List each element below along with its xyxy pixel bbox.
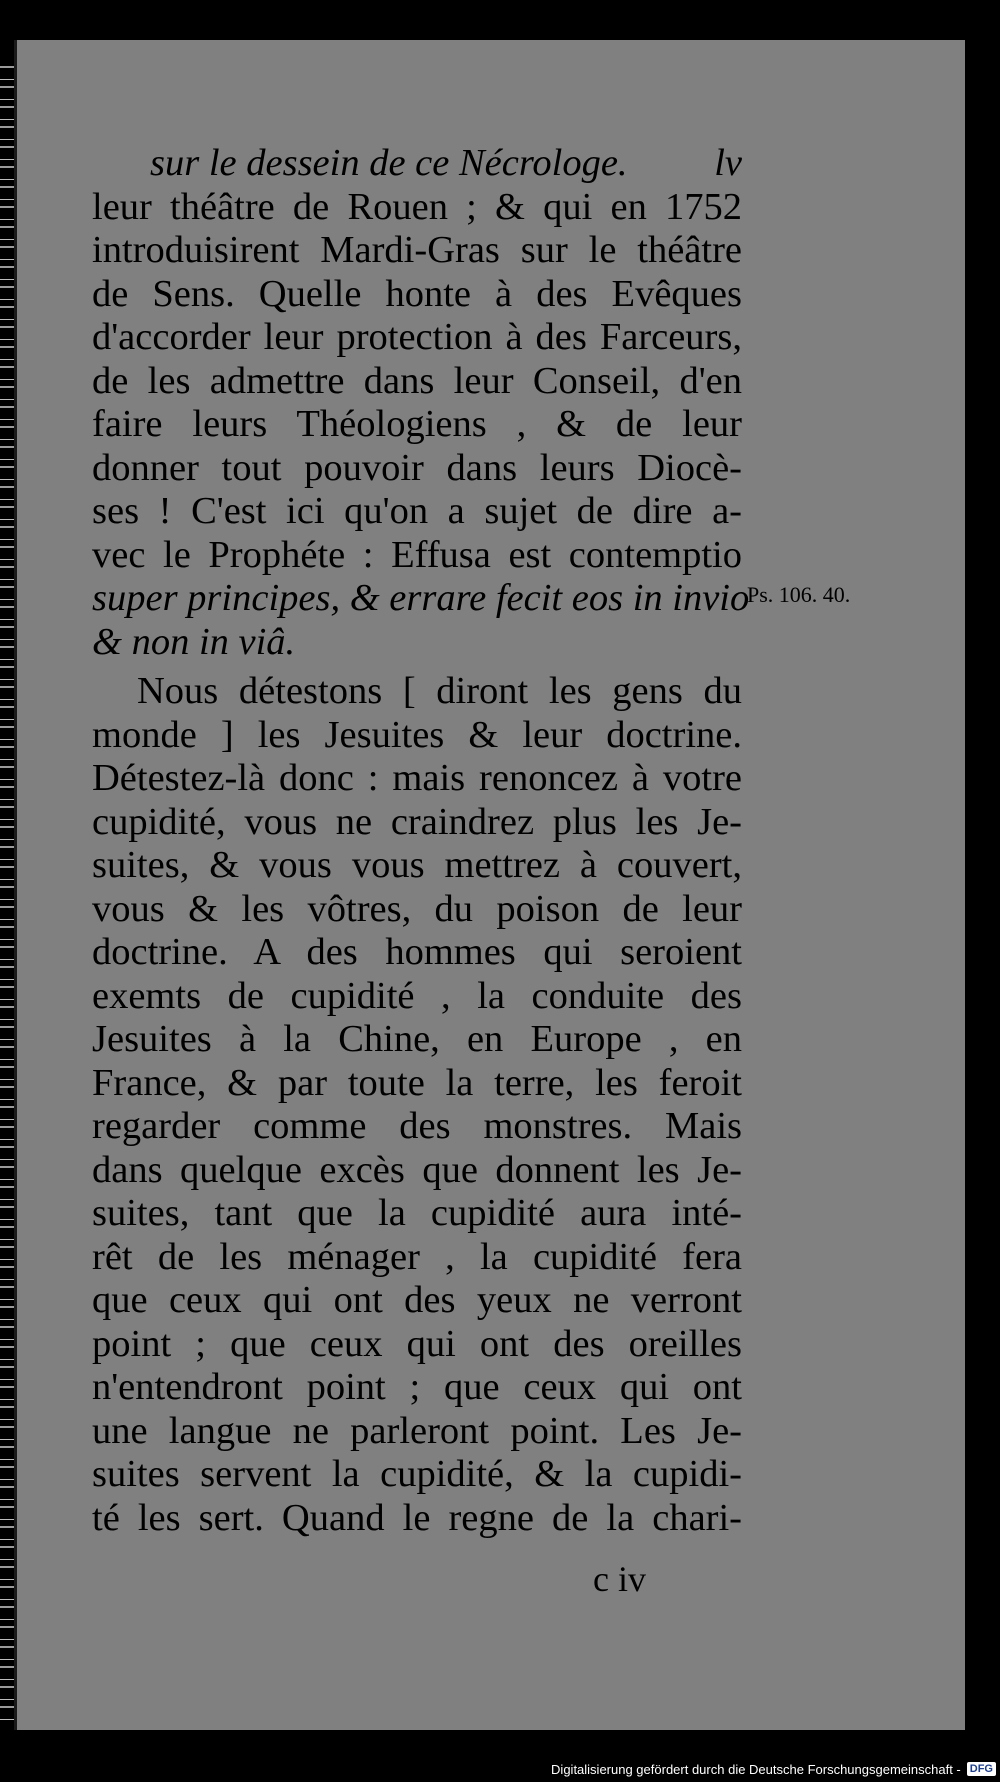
text-line: exemts de cupidité , la conduite des (92, 974, 742, 1017)
text-line: vec le Prophéte : Effusa est contemptio (92, 533, 742, 576)
scanned-page (14, 40, 965, 1730)
text-line: suites servent la cupidité, & la cupidi- (92, 1453, 742, 1495)
text-line: vous & les vôtres, du poison de leur (92, 887, 742, 930)
text-line: que ceux qui ont des yeux ne verront (92, 1279, 742, 1321)
dfg-logo: DFG (967, 1762, 996, 1776)
page-number: lv (714, 142, 742, 184)
text-line: point ; que ceux qui ont des oreilles (92, 1322, 742, 1365)
text-line: n'entendront point ; que ceux qui ont (92, 1366, 742, 1408)
text-line: monde ] les Jesuites & leur doctrine. (92, 713, 742, 756)
text-line: de les admettre dans leur Conseil, d'en (92, 359, 742, 402)
text-line: de Sens. Quelle honte à des Evêques (92, 272, 742, 315)
text-line: faire leurs Théologiens , & de leur (92, 403, 742, 445)
text-line: regarder comme des monstres. Mais (92, 1105, 742, 1147)
text-line: France, & par toute la terre, les feroit (92, 1061, 742, 1104)
digitization-footer (551, 1758, 996, 1780)
text-line: té les sert. Quand le regne de la chari- (92, 1496, 742, 1539)
text-line: super principes, & errare fecit eos in invio (92, 577, 750, 619)
text-line: d'accorder leur protection à des Farceurs, (92, 316, 742, 358)
text-line: dans quelque excès que donnent les Je- (92, 1148, 742, 1191)
running-title: sur le dessein de ce Nécrologe. (150, 142, 628, 184)
text-line: suites, tant que la cupidité aura inté- (92, 1192, 742, 1234)
text-line: cupidité, vous ne craindrez plus les Je- (92, 800, 742, 843)
text-line: suites, & vous vous mettrez à couvert, (92, 844, 742, 886)
page-text (92, 142, 750, 1540)
margin-note: Ps. 106. 40. (747, 582, 851, 607)
text-line: leur théâtre de Rouen ; & qui en 1752 (92, 185, 742, 228)
text-line: doctrine. A des hommes qui seroient (92, 931, 742, 973)
text-line: Jesuites à la Chine, en Europe , en (92, 1018, 742, 1060)
text-line: une langue ne parleront point. Les Je- (92, 1409, 742, 1452)
funding-credit: Digitalisierung gefördert durch die Deutsche Forschungsgemeinschaft - (551, 1761, 961, 1777)
text-line: introduisirent Mardi-Gras sur le théâtre (92, 229, 742, 271)
text-line: donner tout pouvoir dans leurs Diocè- (92, 446, 742, 489)
text-line: & non in viâ. (92, 620, 296, 663)
page-header (92, 142, 742, 186)
text-line: rêt de les ménager , la cupidité fera (92, 1235, 742, 1278)
text-line: ses ! C'est ici qu'on a sujet de dire a- (92, 490, 742, 532)
text-line: Nous détestons [ diront les gens du (137, 670, 742, 712)
text-line: Détestez-là donc : mais renoncez à votre (92, 757, 742, 799)
signature-mark: c iv (593, 1559, 646, 1599)
